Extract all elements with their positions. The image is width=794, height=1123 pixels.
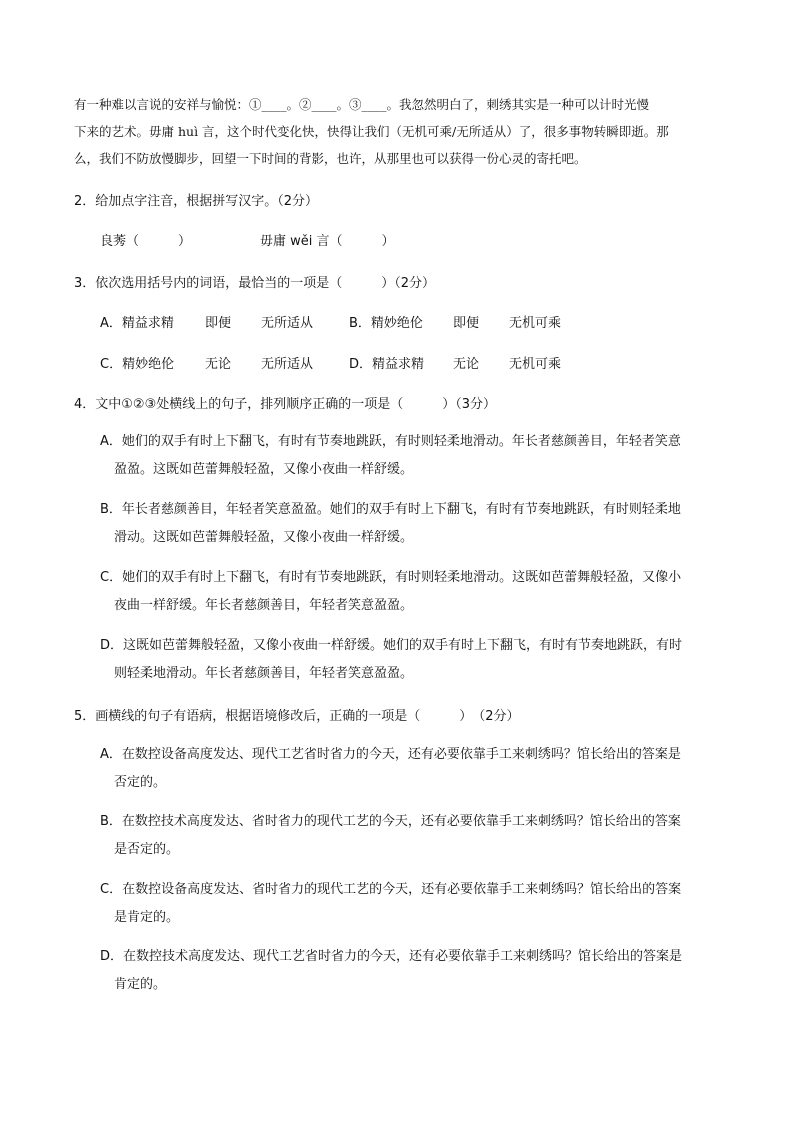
question-5-option-c [100, 876, 726, 932]
option-line-1: D．在数控技术高度发达、现代工艺省时省力的今天，还有必要依靠手工来刺绣吗？馆长给出的答案是 [100, 949, 683, 964]
option-a-word-1: A．精益求精 [100, 316, 174, 331]
option-c-word-3: 无所适从 [261, 357, 314, 372]
option-b-word-1: B．精妙绝伦 [349, 316, 423, 331]
option-d-word-3: 无机可乘 [509, 357, 562, 372]
option-line-2: 夜曲一样舒缓。年长者慈颜善目，年轻者笑意盈盈。 [114, 598, 414, 613]
question-4-stem: 4．文中①②③处横线上的句子，排列顺序正确的一项是（ ）（3分） [74, 397, 497, 412]
passage-line-1: 有一种难以言说的安祥与愉悦：①____。②____。③____。我忽然明白了，刺绣其实是一种可以计时光慢 [74, 97, 650, 112]
question-4-option-b [100, 496, 726, 552]
option-line-2: 则轻柔地滑动。年长者慈颜善目，年轻者笑意盈盈。 [114, 666, 414, 681]
reading-passage [74, 91, 724, 172]
option-line-2: 是否定的。 [114, 842, 180, 857]
option-a-word-2: 即便 [205, 316, 232, 331]
question-3-stem: 3．依次选用括号内的词语，最恰当的一项是（ ）（2分） [74, 276, 436, 291]
option-line-1: B．年长者慈颜善目，年轻者笑意盈盈。她们的双手有时上下翻飞，有时有节奏地跳跃，有时则轻柔地 [100, 502, 681, 517]
option-line-1: D．这既如芭蕾舞般轻盈，又像小夜曲一样舒缓。她们的双手有时上下翻飞，有时有节奏地跳跃，有时 [100, 638, 683, 653]
option-c-word-2: 无论 [205, 357, 232, 372]
option-line-1: A．她们的双手有时上下翻飞，有时有节奏地跳跃，有时则轻柔地滑动。年长者慈颜善目，年轻者笑意 [100, 434, 681, 449]
option-line-1: C．她们的双手有时上下翻飞，有时有节奏地跳跃，有时则轻柔地滑动。这既如芭蕾舞般轻盈，又像小 [100, 570, 682, 585]
question-5-option-b [100, 808, 726, 864]
question-4-option-d [100, 632, 726, 688]
option-line-2: 否定的。 [114, 775, 167, 790]
option-d-word-2: 无论 [453, 357, 480, 372]
question-2-item-1: 良莠（ ） [100, 234, 192, 249]
option-b-word-2: 即便 [453, 316, 480, 331]
option-line-2: 是肯定的。 [114, 910, 180, 925]
passage-line-3: 么，我们不防放慢脚步，回望一下时间的背影，也许，从那里也可以获得一份心灵的寄托吧。 [74, 151, 587, 166]
option-line-1: A．在数控设备高度发达、现代工艺省时省力的今天，还有必要依靠手工来刺绣吗？馆长给出的答案是 [100, 747, 681, 762]
passage-line-2: 下来的艺术。毋庸 huì 言，这个时代变化快，快得让我们（无机可乘/无所适从）了，很多事物转瞬即逝。那 [74, 124, 669, 139]
option-line-2: 肯定的。 [114, 977, 167, 992]
question-2-stem: 2．给加点字注音，根据拼写汉字。（2分） [74, 194, 319, 209]
question-2-item-2: 毋庸 wěi 言（ ） [260, 234, 395, 249]
option-d-word-1: D．精益求精 [349, 357, 425, 372]
question-5-option-a [100, 741, 726, 797]
question-4-option-a [100, 428, 726, 484]
option-line-1: B．在数控技术高度发达、省时省力的现代工艺的今天，还有必要依靠手工来刺绣吗？馆长给出的答案 [100, 814, 681, 829]
question-5-stem: 5．画横线的句子有语病，根据语境修改后，正确的一项是（ ） （2分） [74, 709, 520, 724]
question-5-option-d [100, 943, 726, 999]
option-c-word-1: C．精妙绝伦 [100, 357, 175, 372]
option-b-word-3: 无机可乘 [509, 316, 562, 331]
option-line-2: 盈盈。这既如芭蕾舞般轻盈，又像小夜曲一样舒缓。 [114, 462, 414, 477]
question-4-option-c [100, 564, 726, 620]
option-line-1: C．在数控设备高度发达、省时省力的现代工艺的今天，还有必要依靠手工来刺绣吗？馆长给出的答案 [100, 882, 682, 897]
option-a-word-3: 无所适从 [261, 316, 314, 331]
option-line-2: 滑动。这既如芭蕾舞般轻盈，又像小夜曲一样舒缓。 [114, 530, 414, 545]
